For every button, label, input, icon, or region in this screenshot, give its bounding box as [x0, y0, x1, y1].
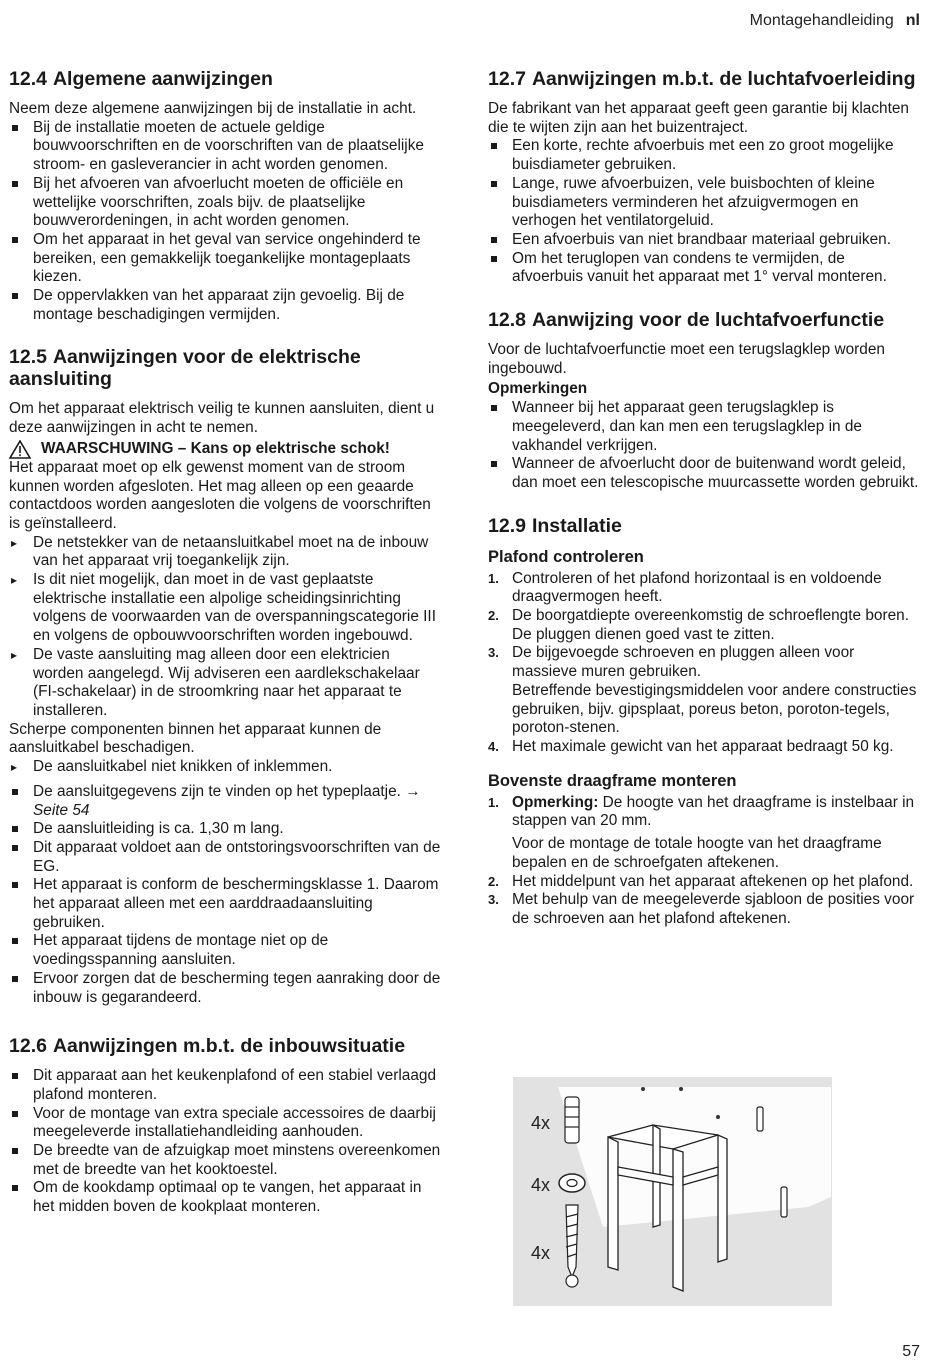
list-item: Lange, ruwe afvoerbuizen, vele buisbochten of kleine buisdiameters verminderen het afzuigvermogen en verhogen het ventilatorgeluid. — [488, 175, 920, 231]
list-item: ▸ De aansluitkabel niet knikken of inklemmen. — [9, 758, 441, 777]
section-12-4 — [9, 68, 441, 324]
list-item: De aansluitleiding is ca. 1,30 m lang. — [9, 820, 441, 839]
step-item: 1. Opmerking: De hoogte van het draagframe is instelbaar in stappen van 20 mm. Voor de montage de totale hoogte van het draagframe bepalen en de schroefgaten aftekenen. — [488, 793, 915, 871]
section-intro: De fabrikant van het apparaat geeft geen garantie bij klachten die te wijten zijn aan het buizentraject. — [488, 100, 909, 136]
quantity-label: 4x — [531, 1113, 551, 1133]
list-item: De breedte van de afzuigkap moet minstens overeenkomen met de breedte van het kooktoestel. — [9, 1142, 441, 1179]
step-item: 2. Het middelpunt van het apparaat aftekenen op het plafond. — [488, 872, 914, 890]
list-item: ▸ De netstekker van de netaansluitkabel moet na de inbouw van het apparaat vrij toegankelijk zijn. — [9, 534, 441, 571]
section-12-9 — [488, 515, 920, 929]
notes-heading: Opmerkingen — [488, 380, 588, 398]
arrow-list — [9, 534, 441, 721]
list-item: Om het teruglopen van condens te vermijden, de afvoerbuis vanuit het apparaat met 1° verval monteren. — [488, 250, 920, 287]
page-reference-link[interactable]: → Seite 54 — [33, 782, 421, 819]
section-heading: 12.6 Aanwijzingen m.b.t. de inbouwsituatie — [9, 1035, 406, 1058]
step-item: 2. De boorgatdiepte overeenkomstig de schroeflengte boren. De pluggen dienen goed vast te zitten. — [488, 607, 909, 643]
step-list — [488, 794, 920, 929]
list-item: Wanneer bij het apparaat geen terugslagklep is meegeleverd, dan kan men een terugslagklep in de vakhandel verkrijgen. — [488, 399, 920, 455]
list-item: ▸ Is dit niet mogelijk, dan moet in de vast geplaatste elektrische installatie een alpolige scheidingsinrichting volgens de voorwaarden van de overspanningscategorie III en volgens de opbouwvoorschriften worden ingebouwd. — [9, 571, 441, 646]
header-title: Montagehandleiding — [749, 12, 894, 29]
step-item: 3. Met behulp van de meegeleverde sjabloon de posities voor de schroeven aan het plafond aftekenen. — [488, 891, 915, 927]
section-12-8 — [488, 309, 920, 493]
list-item: ▸ De vaste aansluiting mag alleen door een elektricien worden aangelegd. Wij adviseren een aardlekschakelaar (FI-schakelaar) in de stroomkring naar het apparaat te installeren. — [9, 646, 441, 721]
list-item: Het apparaat is conform de beschermingsklasse 1. Daarom het apparaat alleen met een aarddraadaansluiting gebruiken. — [9, 876, 441, 932]
left-column — [9, 68, 441, 1239]
list-item: Ervoor zorgen dat de bescherming tegen aanraking door de inbouw is gegarandeerd. — [9, 970, 441, 1007]
quantity-label: 4x — [531, 1175, 551, 1195]
quantity-label: 4x — [531, 1243, 551, 1263]
subheading: Bovenste draagframe monteren — [488, 771, 737, 790]
step-list — [488, 570, 920, 757]
arrow-list — [9, 758, 441, 777]
step-item: 3. De bijgevoegde schroeven en pluggen alleen voor massieve muren gebruiken. Betreffende bevestigingsmiddelen voor andere constructies gebruiken, bijv. gipsplaat, poreus beton, poroton-tegels, poroton-stenen. — [488, 644, 917, 737]
washer-icon — [559, 1174, 585, 1192]
warning-text: Het apparaat moet op elk gewenst moment van de stroom kunnen worden afgesloten. Het mag alleen op een geaarde contactdoos worden aangesloten die volgens de voorschriften is geïnstalleerd. — [9, 458, 431, 532]
section-heading: 12.5 Aanwijzingen voor de elektrische aansluiting — [9, 346, 361, 391]
bullet-list — [488, 399, 920, 493]
list-item: Voor de montage van extra speciale accessoires de daarbij meegeleverde installatiehandleiding aanhouden. — [9, 1105, 441, 1142]
screw-icon — [566, 1205, 578, 1287]
bullet-list — [9, 1067, 441, 1217]
page-header — [750, 12, 920, 30]
step-item: 4. Het maximale gewicht van het apparaat bedraagt 50 kg. — [488, 737, 894, 755]
right-column — [488, 68, 920, 951]
section-12-5 — [9, 346, 441, 1007]
step-item: 1. Controleren of het plafond horizontaal is en voldoende draagvermogen heeft. — [488, 569, 882, 606]
language-code: nl — [905, 12, 920, 29]
section-intro: Om het apparaat elektrisch veilig te kunnen aansluiten, dient u deze aanwijzingen in acht te nemen. — [9, 400, 435, 437]
list-item: De aansluitgegevens zijn te vinden op het typeplaatje. → Seite 54 — [9, 783, 441, 820]
list-item: Dit apparaat voldoet aan de ontstoringsvoorschriften van de EG. — [9, 839, 441, 876]
warning-triangle-icon — [9, 440, 31, 459]
list-item: Bij het afvoeren van afvoerlucht moeten de officiële en wettelijke voorschriften, zoals bijv. de plaatselijke bouwverordeningen, in acht worden genomen. — [9, 175, 441, 231]
section-heading: 12.9 Installatie — [488, 514, 622, 537]
list-item: Om de kookdamp optimaal op te vangen, het apparaat in het midden boven de kookplaat monteren. — [9, 1179, 441, 1216]
section-heading: 12.8 Aanwijzing voor de luchtafvoerfunctie — [488, 309, 885, 332]
bullet-list — [9, 119, 441, 325]
list-item: De oppervlakken van het apparaat zijn gevoelig. Bij de montage beschadigingen vermijden. — [9, 287, 441, 324]
section-intro: Voor de luchtafvoerfunctie moet een terugslagklep worden ingebouwd. — [488, 341, 885, 377]
section-12-7 — [488, 68, 920, 287]
caution-text: Scherpe componenten binnen het apparaat kunnen de aansluitkabel beschadigen. — [9, 720, 382, 757]
list-item: Wanneer de afvoerlucht door de buitenwand wordt geleid, dan moet een telescopische muurcassette worden gebruikt. — [488, 455, 920, 492]
mounting-frame-illustration — [513, 1077, 832, 1306]
section-heading: 12.4 Algemene aanwijzingen — [9, 68, 273, 90]
section-intro: Neem deze algemene aanwijzingen bij de installatie in acht. — [9, 100, 417, 117]
page-number: 57 — [902, 1343, 920, 1360]
dowel-icon — [565, 1097, 579, 1143]
list-item: Dit apparaat aan het keukenplafond of een stabiel verlaagd plafond monteren. — [9, 1067, 441, 1104]
list-item: Om het apparaat in het geval van service ongehinderd te bereiken, een gemakkelijk toegankelijke montageplaats kiezen. — [9, 231, 441, 287]
subheading: Plafond controleren — [488, 547, 644, 566]
mounting-frame-drawing — [513, 1077, 832, 1306]
list-item: Een korte, rechte afvoerbuis met een zo groot mogelijke buisdiameter gebruiken. — [488, 137, 920, 174]
warning-heading: WAARSCHUWING – Kans op elektrische schok! — [9, 440, 441, 459]
list-item: Bij de installatie moeten de actuele geldige bouwvoorschriften en de voorschriften van de plaatselijke stroom- en gasleverancier in acht worden genomen. — [9, 119, 441, 175]
list-item: Het apparaat tijdens de montage niet op de voedingsspanning aansluiten. — [9, 932, 441, 969]
list-item: Een afvoerbuis van niet brandbaar materiaal gebruiken. — [488, 231, 920, 250]
section-12-6 — [9, 1035, 441, 1217]
bullet-list — [488, 137, 920, 287]
section-heading: 12.7 Aanwijzingen m.b.t. de luchtafvoerleiding — [488, 68, 916, 90]
bullet-list — [9, 783, 441, 1007]
